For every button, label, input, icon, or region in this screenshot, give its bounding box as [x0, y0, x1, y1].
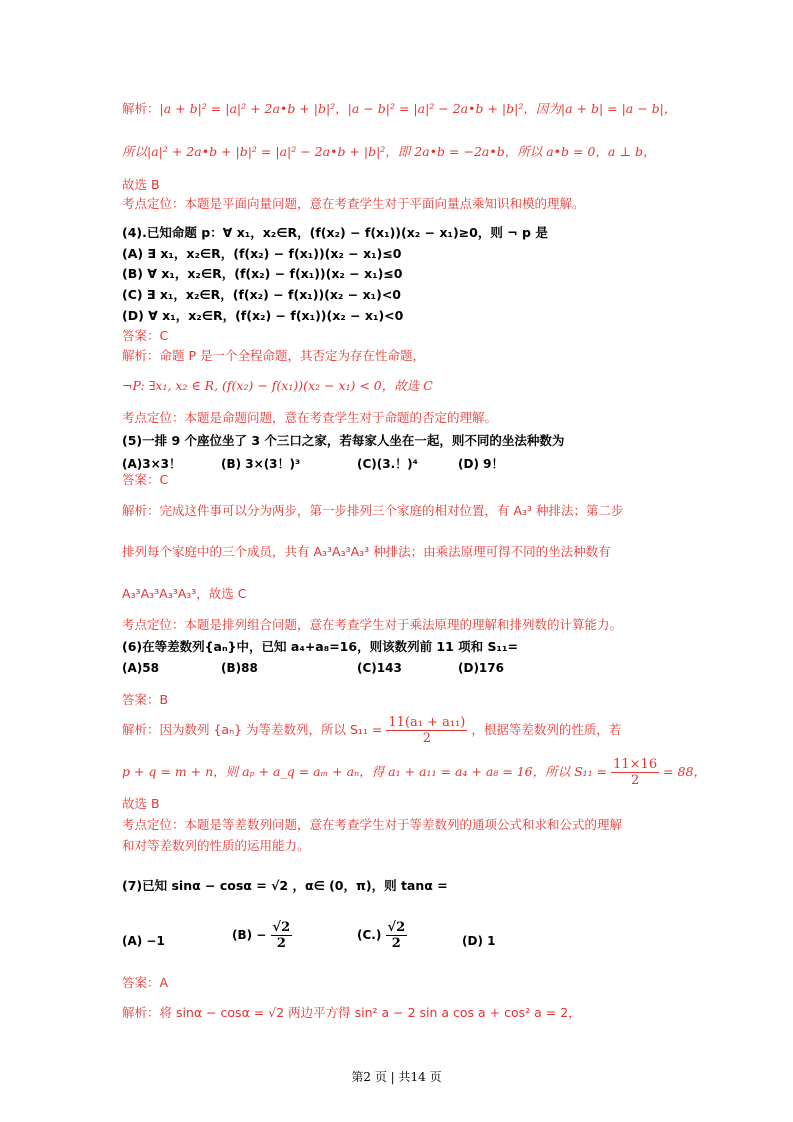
q3-analysis-line2: 所以|a|² + 2a•b + |b|² = |a|² − 2a•b + |b|²，即 2a•b = −2a•b，所以 a•b = 0，a ⊥ b，	[122, 144, 656, 159]
q4-option-b: (B) ∀ x₁，x₂∈R，(f(x₂) − f(x₁))(x₂ − x₁)≤0	[122, 266, 403, 281]
q6-option-b: (B)88	[221, 661, 258, 675]
q7-option-c: (C.) $\frac{√2}{2}$	[357, 920, 406, 951]
q6-fraction-s11: $\frac{\text{11(a₁ + a₁₁)}}{2}$	[388, 715, 466, 746]
page-footer: 第2 页 | 共14 页	[351, 1070, 442, 1084]
q7-stem: (7)已知 sinα − cosα = √2 ，α∈ (0，π)，则 tanα =	[122, 878, 448, 893]
q4-option-a: (A) ∃ x₁，x₂∈R，(f(x₂) − f(x₁))(x₂ − x₁)≤0	[122, 246, 402, 261]
q7-option-d: (D) 1	[462, 934, 496, 948]
q3-topic: 考点定位：本题是平面向量问题，意在考查学生对于平面向量点乘知识和模的理解。	[122, 196, 585, 211]
q5-topic: 考点定位：本题是排列组合问题，意在考查学生对于乘法原理的理解和排列数的计算能力。	[122, 617, 623, 632]
q7-option-b-fraction: $\frac{√2}{2}$	[272, 920, 291, 951]
q7-option-b: (B) − $\frac{√2}{2}$	[232, 920, 291, 951]
q6-choose: 故选 B	[122, 796, 160, 811]
q6-stem: (6)在等差数列{aₙ}中，已知 a₄+a₈=16，则该数列前 11 项和 S₁₁=	[122, 639, 518, 654]
q4-option-c: (C) ∃ x₁，x₂∈R，(f(x₂) − f(x₁))(x₂ − x₁)<0	[122, 287, 402, 302]
q4-stem: (4).已知命题 p：∀ x₁，x₂∈R，(f(x₂) − f(x₁))(x₂ − x₁)≥0，则 ¬ p 是	[122, 225, 548, 240]
q4-analysis-math: ¬P: ∃x₁, x₂ ∈ R, (f(x₂) − f(x₁))(x₂ − x₁) < 0，故选 C	[122, 378, 433, 393]
q6-option-c: (C)143	[357, 661, 402, 675]
q5-stem: (5)一排 9 个座位坐了 3 个三口之家，若每家人坐在一起，则不同的坐法种数为	[122, 433, 565, 448]
q6-analysis-line1: 解析：因为数列 {aₙ} 为等差数列，所以 S₁₁ = $\frac{\text{11(a₁ + a₁₁)}}{2}$ ，根据等差数列的性质，若	[122, 715, 622, 746]
q6-answer: 答案：B	[122, 692, 169, 707]
q7-option-a: (A) −1	[122, 934, 165, 948]
q4-option-d: (D) ∀ x₁，x₂∈R，(f(x₂) − f(x₁))(x₂ − x₁)<0	[122, 308, 404, 323]
watermark: ​	[474, 171, 486, 194]
q4-answer: 答案：C	[122, 328, 169, 343]
q6-analysis-line2: p + q = m + n，则 aₚ + a_q = aₘ + aₙ，得 a₁ + a₁₁ = a₄ + a₈ = 16，所以 S₁₁ = $\frac{11\times 16}{2}$ = 88，	[122, 757, 706, 788]
q6-topic-line2: 和对等差数列的性质的运用能力。	[122, 838, 310, 853]
q5-analysis-line1: 解析：完成这件事可以分为两步，第一步排列三个家庭的相对位置，有 A₃³ 种排法；第二步	[122, 503, 624, 518]
q6-fraction-result: $\frac{11\times 16}{2}$	[613, 757, 658, 788]
q6-option-a: (A)58	[122, 661, 159, 675]
q4-analysis: 解析：命题 P 是一个全程命题，其否定为存在性命题，	[122, 348, 425, 363]
q5-option-b: (B) 3×(3！)³	[221, 457, 301, 471]
q5-analysis-line2: 排列每个家庭中的三个成员，共有 A₃³A₃³A₃³ 种排法；由乘法原理可得不同的坐法种数有	[122, 544, 611, 559]
q7-option-c-fraction: $\frac{√2}{2}$	[387, 920, 406, 951]
q5-option-c: (C)(3.！)⁴	[357, 457, 418, 471]
q5-answer: 答案：C	[122, 472, 169, 487]
q3-analysis-line1: 解析：|a + b|² = |a|² + 2a•b + |b|²，|a − b|² = |a|² − 2a•b + |b|²，因为|a + b| = |a − b|，	[122, 101, 677, 116]
q3-choose: 故选 B	[122, 177, 160, 192]
q7-analysis: 解析：将 sinα − cosα = √2 两边平方得 sin² a − 2 sin a cos a + cos² a = 2，	[122, 1005, 581, 1020]
q7-answer: 答案：A	[122, 975, 169, 990]
q5-option-d: (D) 9！	[458, 457, 504, 471]
q5-analysis-line3: A₃³A₃³A₃³A₃³，故选 C	[122, 586, 247, 601]
q6-topic-line1: 考点定位：本题是等差数列问题，意在考查学生对于等差数列的通项公式和求和公式的理解	[122, 817, 623, 832]
q4-topic: 考点定位：本题是命题问题，意在考查学生对于命题的否定的理解。	[122, 410, 498, 425]
q6-option-d: (D)176	[458, 661, 504, 675]
q5-option-a: (A)3×3！	[122, 457, 182, 471]
